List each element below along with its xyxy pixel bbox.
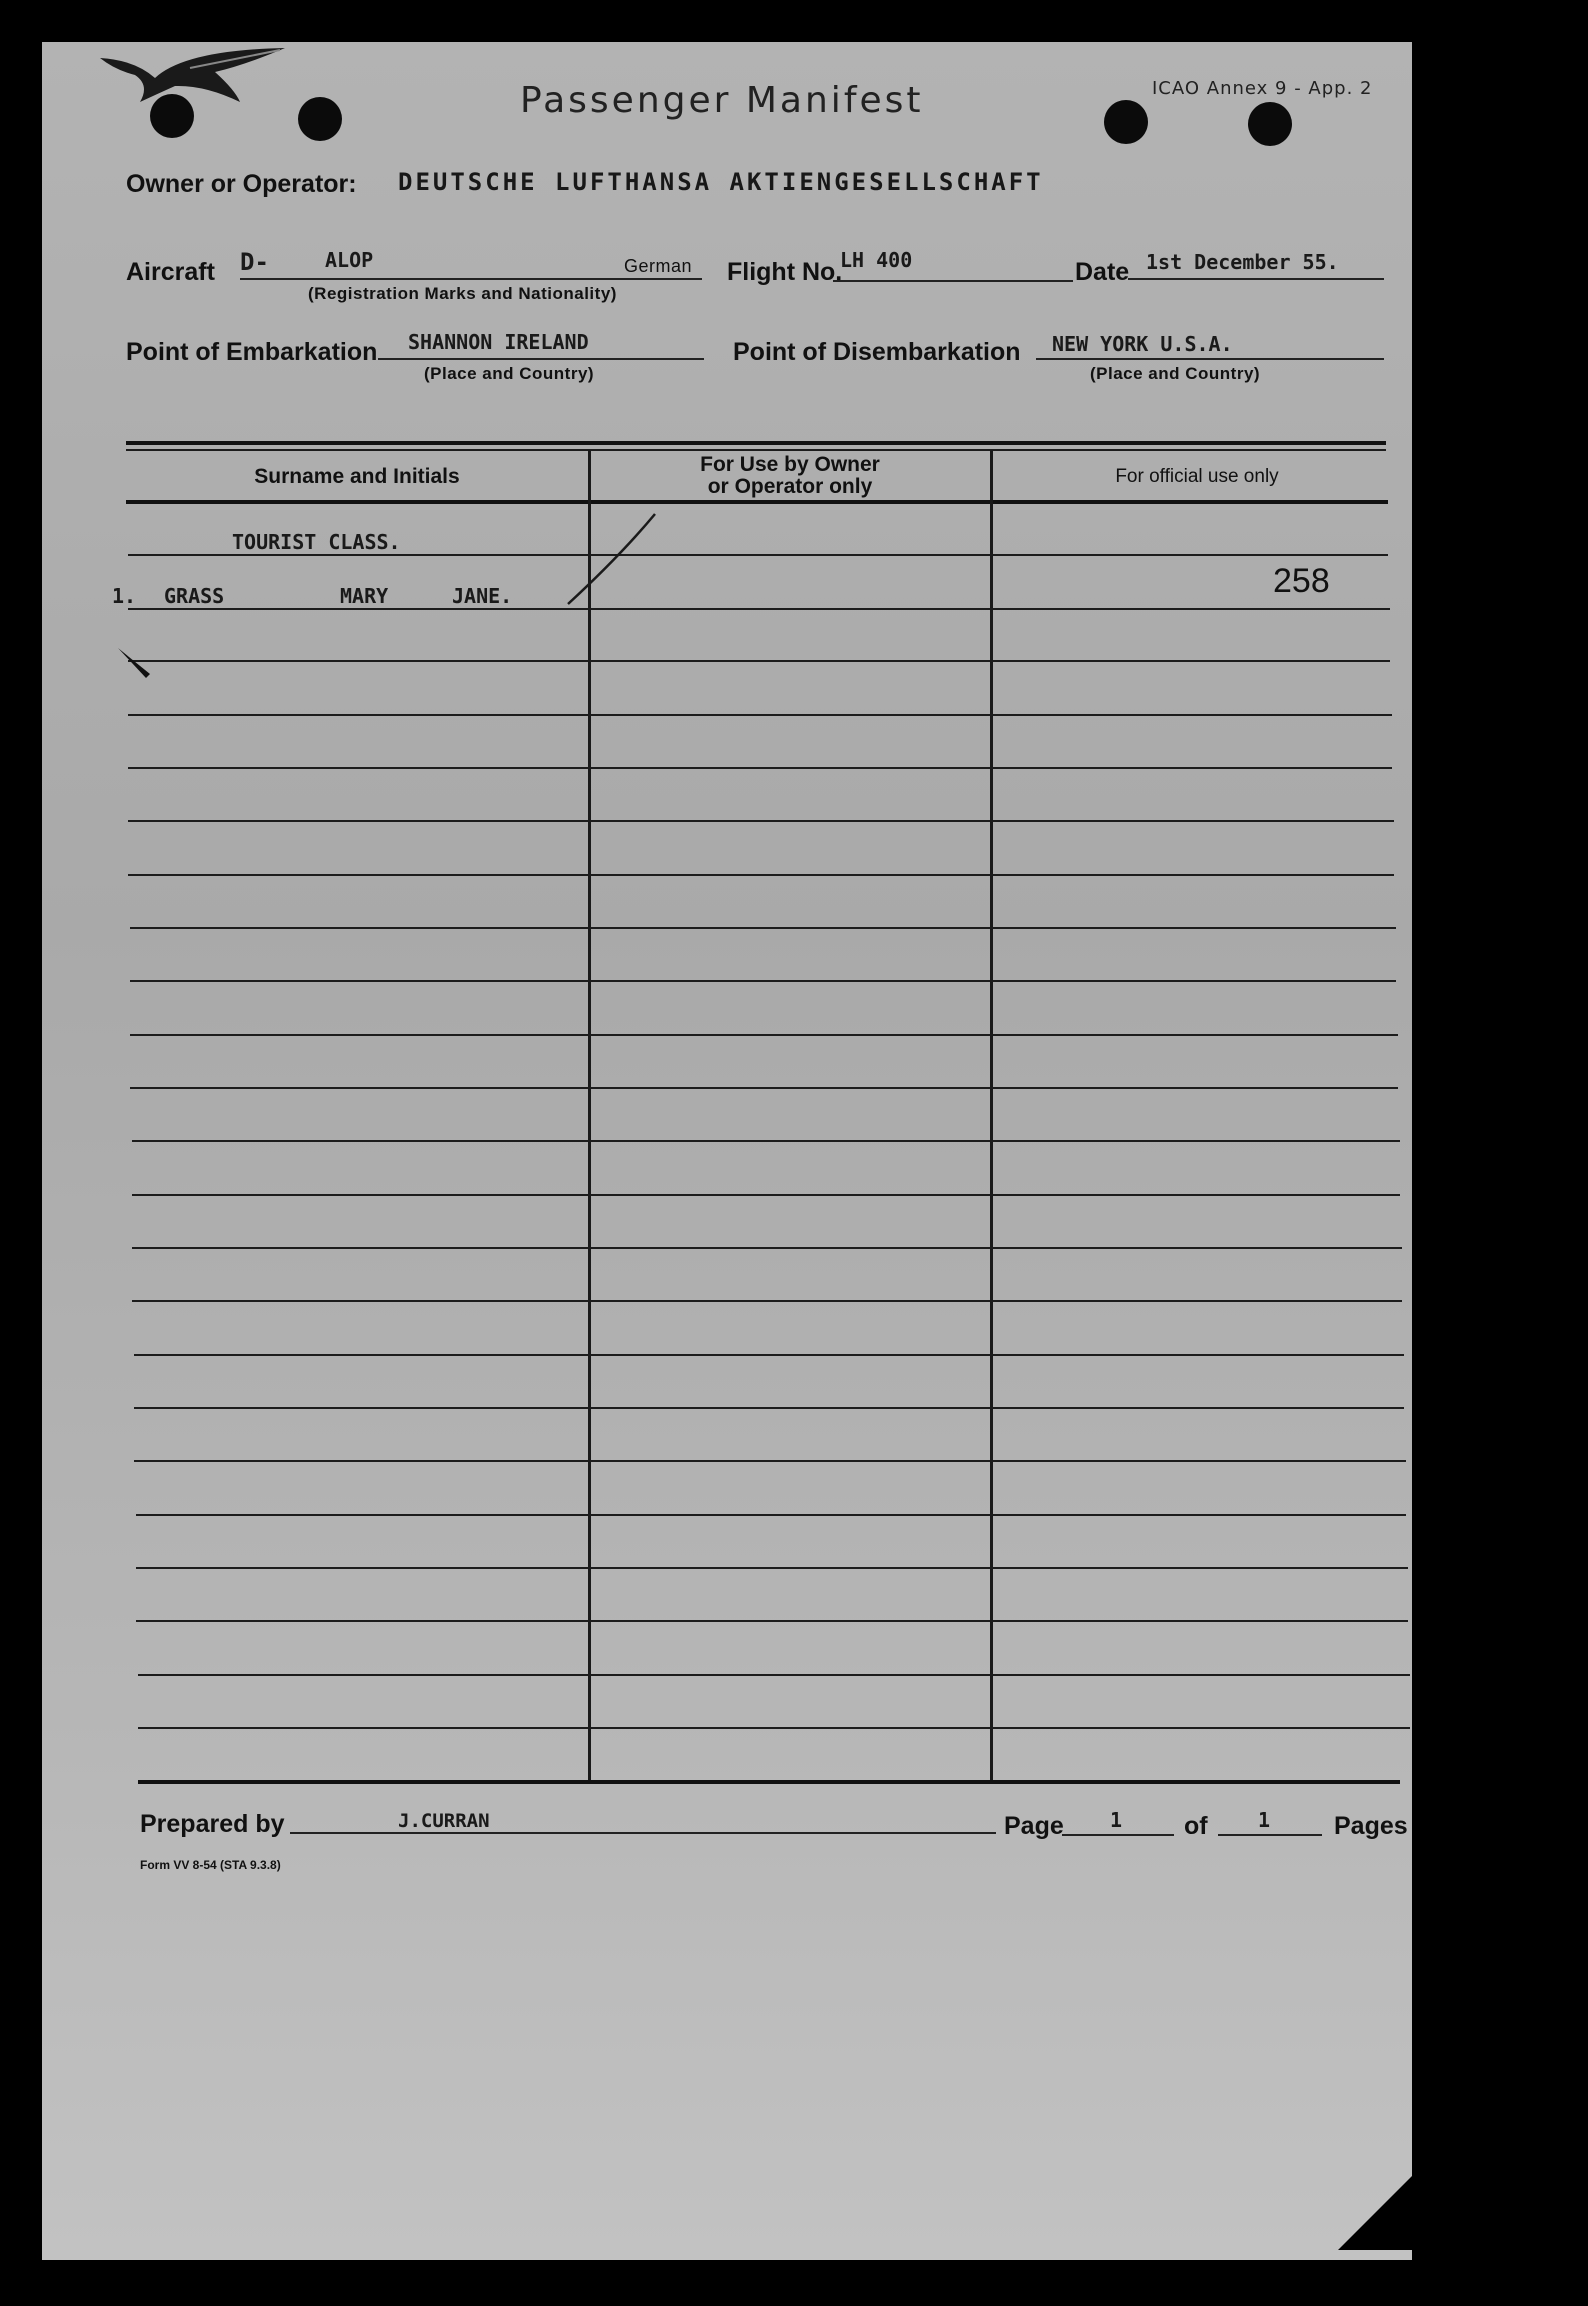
page-label: Page: [1004, 1812, 1064, 1840]
page-underline: [1062, 1834, 1174, 1836]
header-bottom-rule: [126, 500, 1388, 504]
row-line: [128, 660, 1390, 662]
of-label: of: [1184, 1812, 1208, 1840]
row-line: [130, 927, 1396, 929]
aircraft-sublabel: (Registration Marks and Nationality): [308, 284, 617, 303]
of-underline: [1218, 1834, 1322, 1836]
disembarkation-sublabel: (Place and Country): [1090, 364, 1261, 383]
official-number: 258: [1273, 562, 1330, 600]
embarkation-underline: [378, 358, 704, 360]
col-surname-header: Surname and Initials: [254, 465, 460, 488]
col-official-header: For official use only: [1115, 466, 1279, 487]
col-divider-1: [588, 450, 591, 1782]
entry-number: 1.: [112, 584, 137, 608]
ink-mark: [116, 644, 156, 684]
row-line: [132, 1194, 1400, 1196]
owner-label: Owner or Operator:: [126, 170, 357, 198]
embarkation-value: SHANNON IRELAND: [408, 330, 589, 354]
punch-hole: [298, 97, 342, 141]
torn-corner: [1338, 2170, 1418, 2250]
table-bottom-rule: [138, 1780, 1400, 1784]
prepared-by-label: Prepared by: [140, 1810, 285, 1838]
row-line: [138, 1674, 1410, 1676]
flight-underline: [833, 280, 1073, 282]
entry-middle-name: JANE.: [452, 584, 513, 608]
row-line: [130, 980, 1396, 982]
row-line: [136, 1514, 1406, 1516]
row-line: [136, 1567, 1408, 1569]
aircraft-underline: [240, 278, 702, 280]
disembarkation-label: Point of Disembarkation: [733, 338, 1021, 366]
row-line: [130, 1087, 1398, 1089]
row-line: [134, 1407, 1404, 1409]
col-owner-header-line2: or Operator only: [707, 475, 873, 498]
row-line: [128, 820, 1394, 822]
form-reference: Form VV 8-54 (STA 9.3.8): [140, 1858, 281, 1872]
row-line: [136, 1620, 1408, 1622]
embarkation-label: Point of Embarkation: [126, 338, 378, 366]
entry-surname: GRASS: [164, 584, 225, 608]
row-line: [128, 608, 1390, 610]
form-title: Passenger Manifest: [520, 80, 924, 121]
of-value: 1: [1258, 1808, 1271, 1832]
date-label: Date: [1075, 258, 1130, 286]
row-line: [132, 1300, 1402, 1302]
flight-number: LH 400: [840, 248, 913, 272]
embarkation-sublabel: (Place and Country): [424, 364, 595, 383]
date-underline: [1128, 278, 1384, 280]
owner-value: DEUTSCHE LUFTHANSA AKTIENGESELLSCHAFT: [398, 168, 1044, 196]
punch-hole: [1104, 100, 1148, 144]
page-value: 1: [1110, 1808, 1123, 1832]
class-row-text: TOURIST CLASS.: [232, 530, 401, 554]
aircraft-label: Aircraft: [126, 258, 215, 286]
table-top-rule-thin: [126, 449, 1386, 451]
row-line: [128, 554, 1388, 556]
aircraft-prefix: D-: [240, 248, 269, 276]
disembarkation-underline: [1036, 358, 1384, 360]
col-owner-header-line1: For Use by Owner: [700, 453, 880, 476]
row-line: [134, 1460, 1406, 1462]
pages-label: Pages: [1334, 1812, 1408, 1840]
row-line: [132, 1140, 1400, 1142]
row-line: [128, 767, 1392, 769]
date-value: 1st December 55.: [1146, 250, 1339, 274]
punch-hole: [1248, 102, 1292, 146]
aircraft-registration: ALOP: [325, 248, 374, 272]
table-top-rule: [126, 441, 1386, 445]
row-line: [138, 1727, 1410, 1729]
row-line: [130, 1034, 1398, 1036]
entry-first-name: MARY: [340, 584, 389, 608]
col-divider-2: [990, 450, 993, 1782]
row-line: [132, 1247, 1402, 1249]
prepared-by-underline: [290, 1832, 996, 1834]
lufthansa-crane-logo: [95, 40, 285, 110]
disembarkation-value: NEW YORK U.S.A.: [1052, 332, 1233, 356]
annex-reference: ICAO Annex 9 - App. 2: [1152, 78, 1373, 99]
aircraft-nationality: German: [624, 256, 693, 276]
row-line: [134, 1354, 1404, 1356]
pen-tick-mark: [560, 506, 660, 606]
row-line: [128, 714, 1392, 716]
prepared-by-value: J.CURRAN: [398, 1810, 490, 1832]
row-line: [128, 874, 1394, 876]
flight-label: Flight No.: [727, 258, 843, 286]
